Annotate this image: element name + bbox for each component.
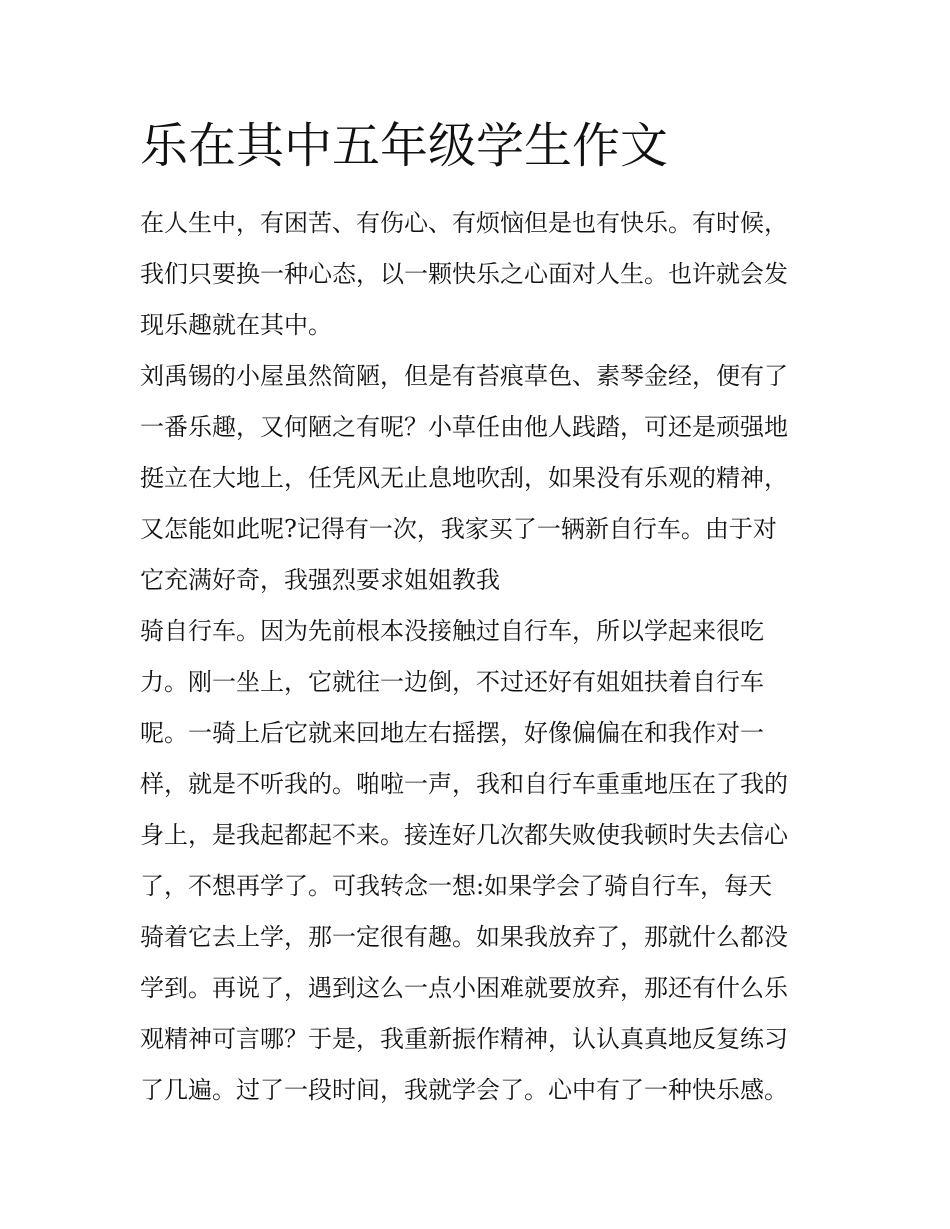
text-line: 了，不想再学了。可我转念一想:如果学会了骑自行车，每天	[140, 872, 773, 900]
essay-title: 乐在其中五年级学生作文	[140, 118, 669, 174]
text-line: 了几遍。过了一段时间，我就学会了。心中有了一种快乐感。	[140, 1076, 788, 1104]
text-line: 呢。一骑上后它就来回地左右摇摆，好像偏偏在和我作对一	[140, 719, 764, 747]
text-line: 挺立在大地上，任凭风无止息地吹刮，如果没有乐观的精神，	[140, 464, 788, 492]
text-line: 刘禹锡的小屋虽然简陋，但是有苔痕草色、素琴金经，便有了	[140, 362, 788, 390]
text-line: 力。刚一坐上，它就往一边倒，不过还好有姐姐扶着自行车	[140, 668, 764, 696]
text-line: 它充满好奇，我强烈要求姐姐教我	[140, 566, 500, 594]
text-line: 一番乐趣，又何陋之有呢？小草任由他人践踏，可还是顽强地	[140, 413, 788, 441]
text-line: 又怎能如此呢?记得有一次，我家买了一辆新自行车。由于对	[140, 515, 777, 543]
text-line: 学到。再说了，遇到这么一点小困难就要放弃，那还有什么乐	[140, 974, 788, 1002]
text-line: 身上，是我起都起不来。接连好几次都失败使我顿时失去信心	[140, 821, 788, 849]
text-line: 观精神可言哪？于是，我重新振作精神，认认真真地反复练习	[140, 1025, 788, 1053]
text-line: 骑着它去上学，那一定很有趣。如果我放弃了，那就什么都没	[140, 923, 788, 951]
text-line: 骑自行车。因为先前根本没接触过自行车，所以学起来很吃	[140, 617, 764, 645]
text-line: 现乐趣就在其中。	[140, 311, 332, 339]
text-line: 样，就是不听我的。啪啦一声，我和自行车重重地压在了我的	[140, 770, 788, 798]
text-line: 在人生中，有困苦、有伤心、有烦恼但是也有快乐。有时候，	[140, 209, 788, 237]
text-line: 我们只要换一种心态，以一颗快乐之心面对人生。也许就会发	[140, 260, 788, 288]
